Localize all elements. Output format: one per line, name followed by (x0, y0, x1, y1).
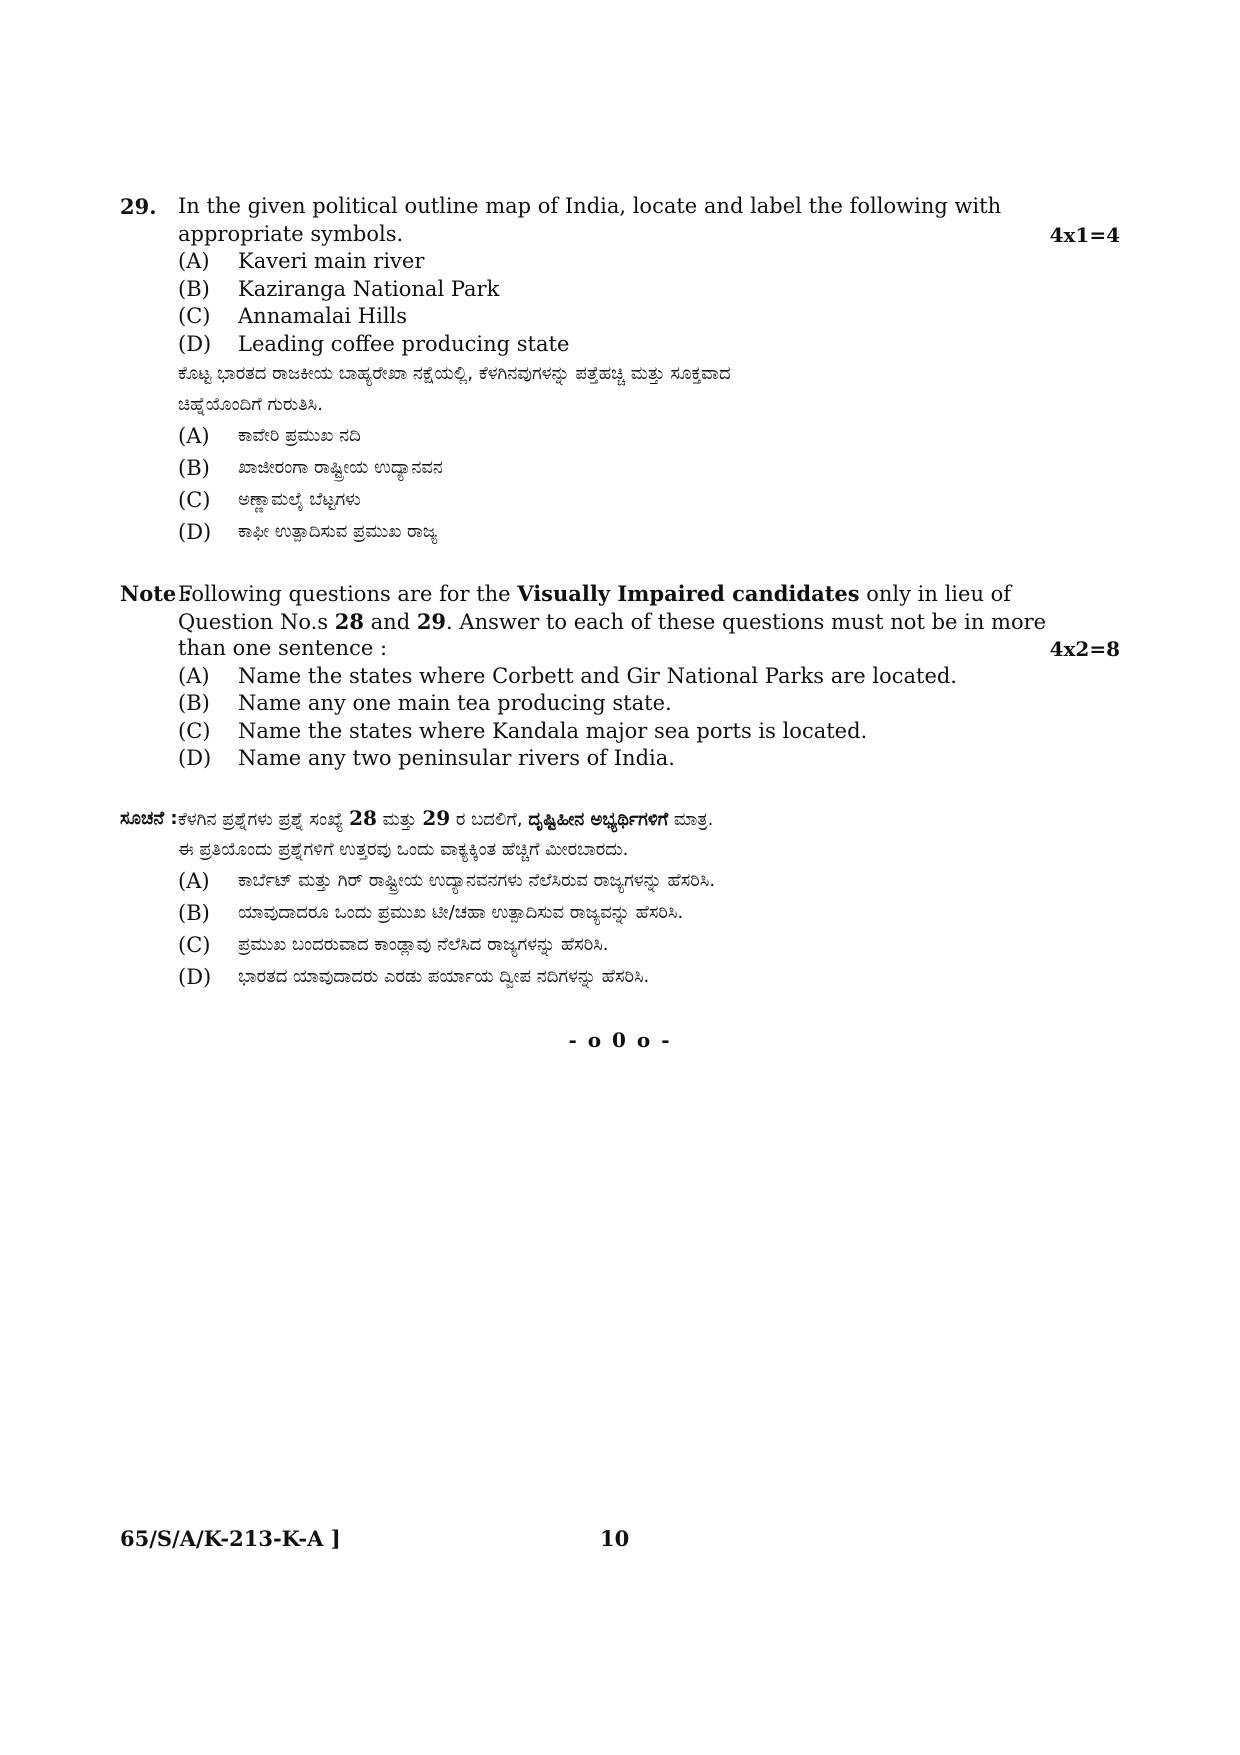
kn-note-option-d (120, 961, 1120, 993)
question-number: 29. (120, 194, 157, 219)
option-b (120, 276, 1120, 304)
note-line2-part: . Answer to each of these questions must not be in more (446, 609, 1047, 634)
option-label: (D) (178, 520, 212, 544)
option-text: ಯಾವುದಾದರೂ ಒಂದು ಪ್ರಮುಖ ಟೀ/ಚಹಾ ಉತ್ಪಾದಿಸುವ ರಾಜ್ಯವನ್ನು ಹೆಸರಿಸಿ. (238, 902, 684, 923)
option-label: (C) (178, 488, 211, 512)
option-text: Kaveri main river (238, 249, 425, 273)
option-text: ಭಾರತದ ಯಾವುದಾದರು ಎರಡು ಪರ್ಯಾಯ ದ್ವೀಪ ನದಿಗಳನ್ನು ಹೆಸರಿಸಿ. (238, 966, 650, 987)
kn-note-option-b (120, 897, 1120, 929)
kn-option-b (120, 452, 1120, 484)
option-label: (D) (178, 965, 212, 989)
note-line2-part: Question No.s (178, 609, 335, 634)
option-label: (D) (178, 331, 212, 356)
question-29 (120, 193, 1120, 548)
note-line2-bold: 28 (334, 608, 364, 634)
option-text: Name the states where Corbett and Gir National Parks are located. (238, 663, 957, 688)
note-option-c (120, 718, 1120, 746)
note-option-d (120, 745, 1120, 773)
option-text: Name any one main tea producing state. (238, 691, 672, 715)
option-label: (B) (178, 456, 210, 480)
kn-option-a (120, 420, 1120, 452)
option-label: (A) (178, 249, 210, 273)
marks-label: 4x1=4 (1049, 222, 1120, 247)
note-line1-part: only in lieu of (859, 582, 1012, 606)
kannada-question-line2: ಚಿಹ್ನೆಯೊಂದಿಗೆ ಗುರುತಿಸಿ. (178, 394, 323, 415)
option-text: Name any two peninsular rivers of India. (238, 746, 675, 770)
note-line2-part: and (363, 609, 417, 634)
note-line2 (178, 608, 1046, 637)
option-a (120, 248, 1120, 276)
kannada-note (120, 803, 1120, 993)
option-text: ಖಾಜೀರಂಗಾ ರಾಷ್ಟ್ರೀಯ ಉದ್ಯಾನವನ (238, 457, 443, 478)
option-label: (B) (178, 691, 210, 715)
option-text: ಕಾರ್ಬೆಟ್ ಮತ್ತು ಗಿರ್ ರಾಷ್ಟ್ರೀಯ ಉದ್ಯಾನವನಗಳು ನೆಲೆಸಿರುವ ರಾಜ್ಯಗಳನ್ನು ಹೆಸರಿಸಿ. (238, 870, 716, 891)
options-english (120, 248, 1120, 358)
kn-note-line1 (178, 803, 713, 835)
option-text: ಕಾವೇರಿ ಪ್ರಮುಖ ನದಿ (238, 425, 361, 446)
note-option-b (120, 690, 1120, 718)
note-line1 (178, 580, 1011, 609)
kn-note-bold: ದೃಷ್ಟಿಹೀನ ಅಭ್ಯರ್ಥಿಗಳಿಗೆ (528, 809, 669, 830)
kn-note-bold: 28 (349, 806, 377, 830)
kn-option-d (120, 516, 1120, 548)
paper-code: 65/S/A/K-213-K-A ] (120, 1526, 341, 1551)
options-kannada (120, 420, 1120, 548)
option-label: (A) (178, 663, 210, 688)
option-text: Kaziranga National Park (238, 276, 500, 301)
option-label: (C) (178, 933, 211, 957)
marks-label: 4x2=8 (1049, 637, 1120, 661)
note-option-a (120, 663, 1120, 691)
option-text: Name the states where Kandala major sea ports is located. (238, 718, 868, 743)
question-text-line1: In the given political outline map of India, locate and label the following with (178, 194, 1002, 218)
option-label: (D) (178, 746, 212, 770)
kn-option-c (120, 484, 1120, 516)
option-text: ಕಾಫೀ ಉತ್ಪಾದಿಸುವ ಪ್ರಮುಖ ರಾಜ್ಯ (238, 521, 438, 542)
kn-note-part: ಕೆಳಗಿನ ಪ್ರಶ್ನೆಗಳು ಪ್ರಶ್ನೆ ಸಂಖ್ಯೆ (178, 809, 350, 830)
kn-note-part: ರ ಬದಲಿಗೆ, (450, 809, 529, 830)
note-visually-impaired (120, 580, 1120, 773)
option-c (120, 303, 1120, 331)
option-label: (B) (178, 276, 210, 301)
kn-note-option-a (120, 865, 1120, 897)
note-line2-bold: 29 (416, 608, 447, 634)
note-line3: than one sentence : (178, 636, 388, 660)
note-line1-part: Following questions are for the (178, 582, 518, 606)
note-label: Note : (120, 581, 192, 606)
option-label: (A) (178, 869, 210, 893)
end-of-paper-mark: - o 0 o - (568, 1028, 672, 1052)
option-text: Leading coffee producing state (238, 331, 570, 356)
note-options (120, 663, 1120, 773)
kn-note-part: ಮತ್ತು (376, 809, 423, 830)
kn-note-part: ಮಾತ್ರ. (668, 809, 714, 830)
option-text: ಅಣ್ಣಾಮಲೈ ಬೆಟ್ಟಗಳು (238, 489, 361, 510)
option-label: (A) (178, 424, 210, 448)
kn-note-line2: ಈ ಪ್ರತಿಯೊಂದು ಪ್ರಶ್ನೆಗಳಿಗೆ ಉತ್ತರವು ಒಂದು ವಾಕ್ಯಕ್ಕಿಂತ ಹೆಚ್ಚಿಗೆ ಮೀರಬಾರದು. (178, 839, 629, 860)
kannada-question-line1: ಕೊಟ್ಟ ಭಾರತದ ರಾಜಕೀಯ ಬಾಹ್ಯರೇಖಾ ನಕ್ಷೆಯಲ್ಲಿ, ಕೆಳಗಿನವುಗಳನ್ನು ಪತ್ತೆಹಚ್ಚಿ ಮತ್ತು ಸೂಕ್ತವಾದ (178, 363, 731, 384)
question-text-line2: appropriate symbols. (178, 221, 404, 246)
kn-note-label: ಸೂಚನೆ : (120, 808, 178, 829)
note-line1-bold: Visually Impaired candidates (517, 581, 860, 606)
option-label: (C) (178, 718, 211, 743)
option-text: Annamalai Hills (238, 304, 408, 328)
kn-note-option-c (120, 929, 1120, 961)
kn-note-bold: 29 (422, 806, 451, 830)
page-number: 10 (600, 1526, 630, 1551)
option-text: ಪ್ರಮುಖ ಬಂದರುವಾದ ಕಾಂಡ್ಲಾವು ನೆಲೆಸಿದ ರಾಜ್ಯಗಳನ್ನು ಹೆಸರಿಸಿ. (238, 934, 609, 955)
option-label: (B) (178, 901, 210, 925)
option-d (120, 331, 1120, 359)
kn-note-options (120, 865, 1120, 993)
option-label: (C) (178, 304, 211, 328)
